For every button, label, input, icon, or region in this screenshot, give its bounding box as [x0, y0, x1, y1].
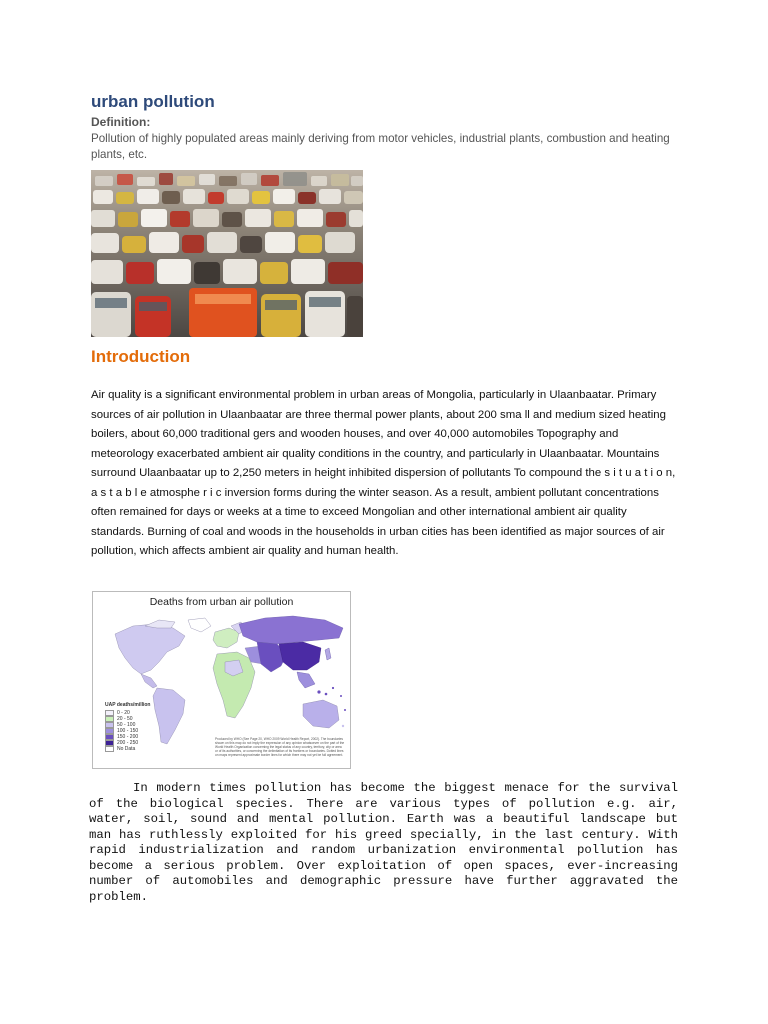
map-legend [105, 702, 150, 752]
map-source-note: Produced by WHO (See Page 20, WHO 2009 World Health Report, 2002). The boundaries shown on this map do not imply the expression of any opinion whatsoever on the part of the World Health Organization concerning the legal status of any country, territory, city or area or of its authorities, or concerning the delimitation of its frontiers or boundaries. Dotted lines on maps represent approximate border lines for which there may not yet be full agreement. [215, 737, 345, 757]
map-title: Deaths from urban air pollution [149, 596, 294, 608]
legend-label: 150 - 200 [117, 734, 139, 740]
legend-label: 200 - 250 [117, 740, 139, 746]
deaths-map-figure [92, 591, 351, 769]
closing-paragraph: In modern times pollution has become the biggest menace for the survival of the biological species. There are various types of pollution e.g. air, water, soil, sound and mental pollution. Earth was a beautiful landscape but man has ruthlessly exploited for his greed specially, in the last century. With rapid industrialization and random urbanization environmental pollution has become a serious problem. Over exploitation of open spaces, ever-increasing number of automobiles and demographic pressure have further aggravated the problem. [89, 781, 678, 904]
legend-label: 50 - 100 [117, 722, 136, 728]
introduction-heading: Introduction [91, 347, 191, 366]
legend-label: No Data [117, 746, 136, 752]
legend-label: 100 - 150 [117, 728, 139, 734]
legend-swatch [105, 746, 114, 752]
legend-label: 20 - 50 [117, 716, 133, 722]
traffic-photo [91, 170, 363, 337]
legend-item [105, 746, 150, 752]
definition-label: Definition: [91, 115, 151, 129]
definition-text: Pollution of highly populated areas mainly deriving from motor vehicles, industrial plants, combustion and heating plants, etc. [91, 132, 670, 161]
legend-title: UAP deaths/million [105, 702, 151, 708]
legend-label: 0 - 20 [117, 710, 130, 716]
introduction-paragraph: Air quality is a significant environmental problem in urban areas of Mongolia, particularly in Ulaanbaatar. Primary sources of air pollution in Ulaanbaatar are three thermal power plants, about 200 sma ll and medium sized heating boilers, about 60,000 traditional gers and wooden houses, and over 40,000 automobiles Topography and meteorology exacerbated ambient air quality conditions in the country, and particularly in Ulaanbaatar. Mountains surround Ulaanbaatar up to 2,250 meters in height inhibited dispersion of pollutants To compound the s i t u a t i o n, a s t a b l e atmosphe r i c inversion forms during the winter season. As a result, ambient pollutant concentrations often remained for days or weeks at a time to exceed Mongolian and other international ambient air quality standards. Burning of coal and woods in the households in urban cities has been identified as major sources of air pollution, which affects ambient air quality and human health. [91, 389, 676, 557]
traffic-photo-image [91, 170, 363, 337]
page-title: urban pollution [91, 92, 215, 111]
